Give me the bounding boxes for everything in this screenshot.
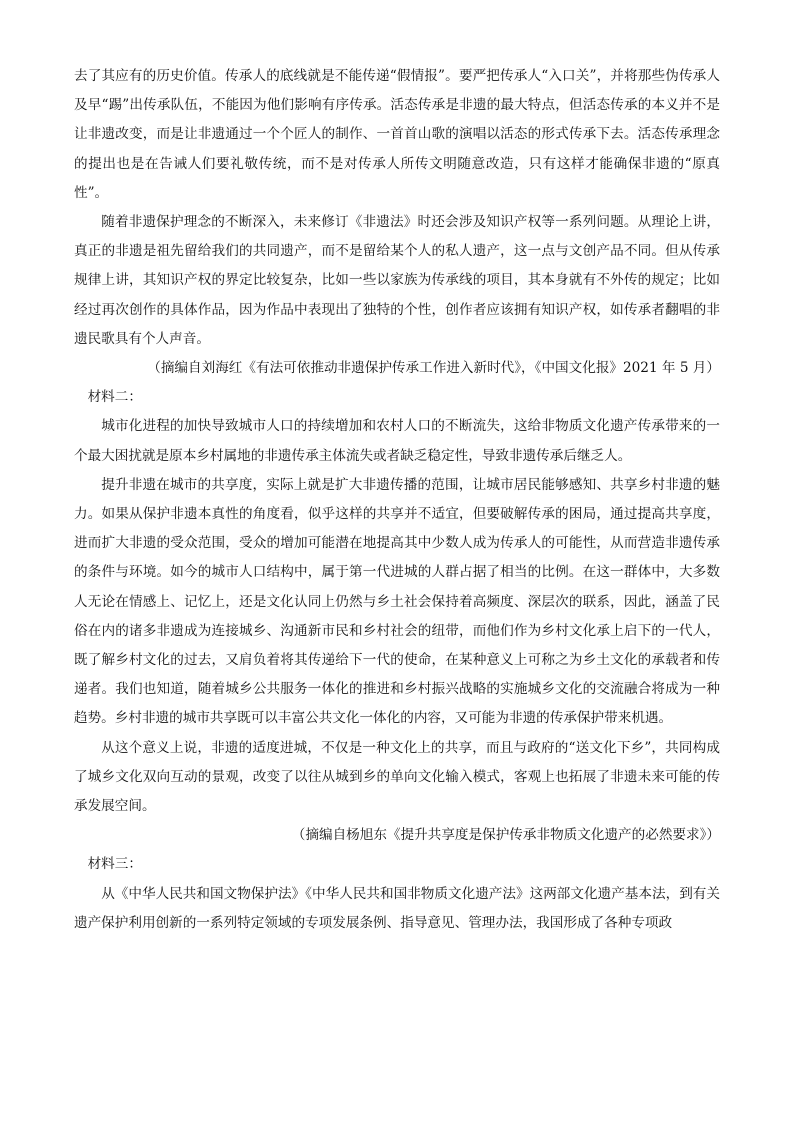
paragraph-6: 从《中华人民共和国文物保护法》《中华人民共和国非物质文化遗产法》这两部文化遗产基本法，到有关遗产保护利用创新的一系列特定领域的专项发展条例、指导意见、管理办法，我国形成了各种专项政 — [74, 885, 720, 931]
paragraph-1: 去了其应有的历史价值。传承人的底线就是不能传递“假情报”。要严把传承人“入口关”，并将那些伪传承人及早“踢”出传承队伍，不能因为他们影响有序传承。活态传承是非遗的最大特点，但活态传承的本义并不是让非遗改变，而是让非遗通过一个个匠人的制作、一首首山歌的演唱以活态的形式传承下去。活态传承理念的提出也是在告诫人们要礼敬传统，而不是对传承人所传文明随意改造，只有这样才能确保非遗的“原真性”。 — [74, 68, 720, 201]
document-page — [74, 62, 720, 938]
paragraph-5: 从这个意义上说，非遗的适度进城，不仅是一种文化上的共享，而且与政府的“送文化下乡”，共同构成了城乡文化双向互动的景观，改变了以往从城到乡的单向文化输入模式，客观上也拓展了非遗未来可能的传承发展空间。 — [74, 739, 720, 815]
citation-2: （摘编自杨旭东《提升共享度是保护传承非物质文化遗产的必然要求》） — [291, 827, 720, 844]
citation-1: （摘编自刘海红《有法可依推动非遗保护传承工作进入新时代》，《中国文化报》2021 年 5 月） — [147, 360, 720, 377]
material-2-label: 材料二： — [87, 389, 142, 406]
paragraph-3: 城市化进程的加快导致城市人口的持续增加和农村人口的不断流失，这给非物质文化遗产传承带来的一个最大困扰就是原本乡村属地的非遗传承主体流失或者缺乏稳定性，导致非遗传承后继乏人。 — [74, 418, 720, 464]
material-3-label: 材料三： — [87, 856, 142, 873]
paragraph-2: 随着非遗保护理念的不断深入，未来修订《非遗法》时还会涉及知识产权等一系列问题。从理论上讲，真正的非遗是祖先留给我们的共同遗产，而不是留给某个人的私人遗产，这一点与文创产品不同。但从传承规律上讲，其知识产权的界定比较复杂，比如一些以家族为传承线的项目，其本身就有不外传的规定；比如经过再次创作的具体作品，因为作品中表现出了独特的个性，创作者应该拥有知识产权，如传承者翻唱的非遗民歌具有个人声音。 — [74, 214, 720, 347]
paragraph-4: 提升非遗在城市的共享度，实际上就是扩大非遗传播的范围，让城市居民能够感知、共享乡村非遗的魅力。如果从保护非遗本真性的角度看，似乎这样的共享并不适宜，但要破解传承的困局，通过提高共享度，进而扩大非遗的受众范围，受众的增加可能潜在地提高其中少数人成为传承人的可能性，从而营造非遗传承的条件与环境。如今的城市人口结构中，属于第一代进城的人群占据了相当的比例。在这一群体中，大多数人无论在情感上、记忆上，还是文化认同上仍然与乡土社会保持着高频度、深层次的联系，因此，涵盖了民俗在内的诸多非遗成为连接城乡、沟通新市民和乡村社会的纽带，而他们作为乡村文化承上启下的一代人，既了解乡村文化的过去，又肩负着将其传递给下一代的使命，在某种意义上可称之为乡土文化的承载者和传递者。我们也知道，随着城乡公共服务一体化的推进和乡村振兴战略的实施城乡文化的交流融合将成为一种趋势。乡村非遗的城市共享既可以丰富公共文化一体化的内容，又可能为非遗的传承保护带来机遇。 — [74, 476, 720, 727]
